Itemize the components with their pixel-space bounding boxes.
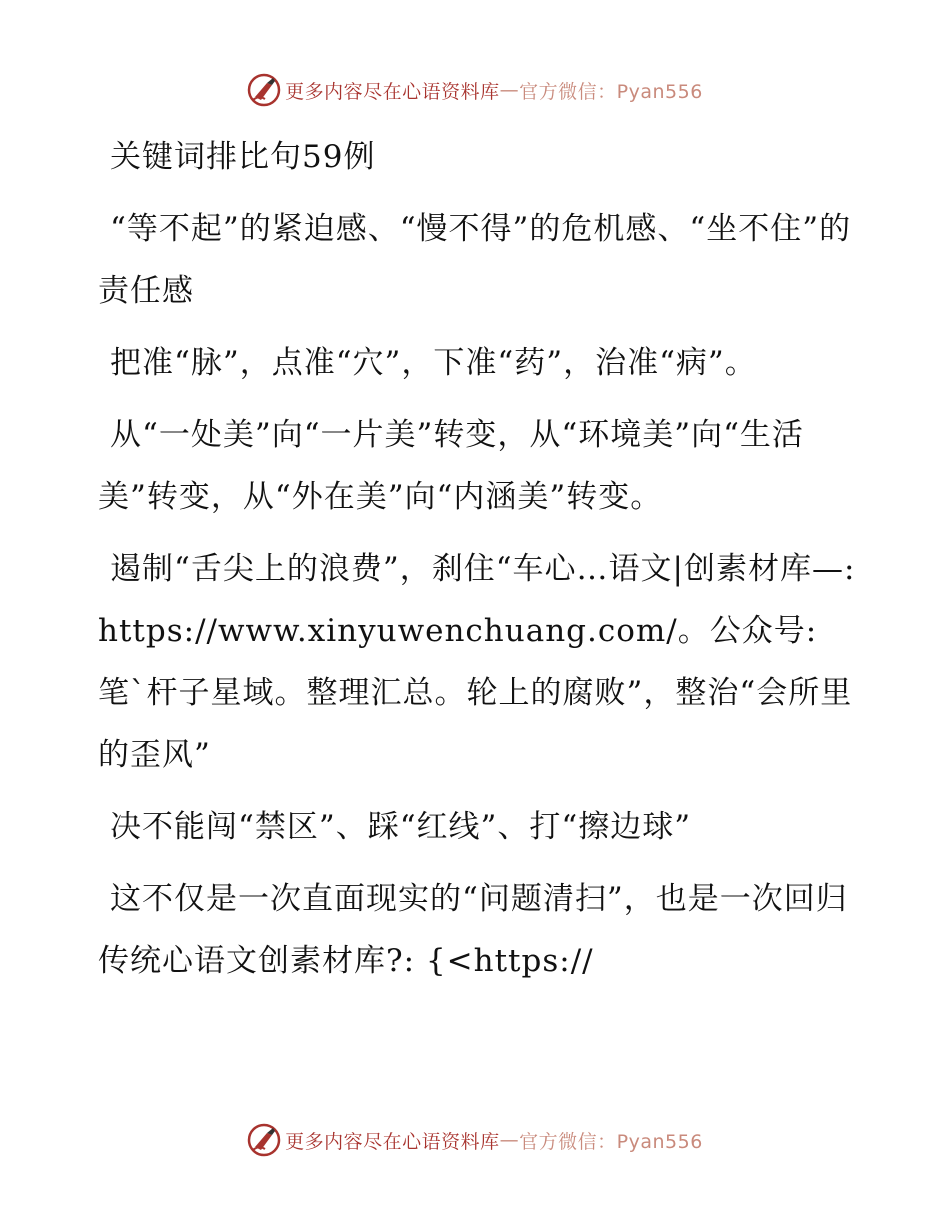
banner-wechat-text: 官方微信：Pyan556 [519, 1130, 703, 1153]
paragraph: 这不仅是一次直面现实的“问题清扫”，也是一次回归传统心语文创素材库?: {<https:// [98, 881, 848, 979]
paragraph-title: 关键词排比句59例 [110, 139, 376, 175]
paragraph: “等不起”的紧迫感、“慢不得”的危机感、“坐不住”的责任感 [98, 211, 852, 309]
banner-separator: — [499, 1129, 520, 1151]
paragraph: 决不能闯“禁区”、踩“红线”、打“擦边球” [110, 809, 692, 845]
pen-logo-icon [247, 73, 281, 107]
pen-logo-icon [247, 1123, 281, 1157]
paragraph: 把准“脉”，点准“穴”，下准“药”，治准“病”。 [110, 345, 757, 381]
paragraph: 从“一处美”向“一片美”转变，从“环境美”向“生活美”转变，从“外在美”向“内涵美”转变。 [98, 417, 804, 515]
banner-main-text: 更多内容尽在心语资料库 [285, 1130, 500, 1153]
header-banner [0, 70, 950, 110]
document-body [98, 126, 858, 1002]
footer-banner [0, 1120, 950, 1160]
banner-separator: — [499, 79, 520, 101]
banner-wechat-text: 官方微信：Pyan556 [519, 80, 703, 103]
banner-main-text: 更多内容尽在心语资料库 [285, 80, 500, 103]
paragraph: 遏制“舌尖上的浪费”，刹住“车心…语文|创素材库—: https://www.xinyuwenchuang.com/。公众号: 笔`杆子星域。整理汇总。轮上的腐败”，整治“会所里的歪风” [98, 551, 856, 773]
